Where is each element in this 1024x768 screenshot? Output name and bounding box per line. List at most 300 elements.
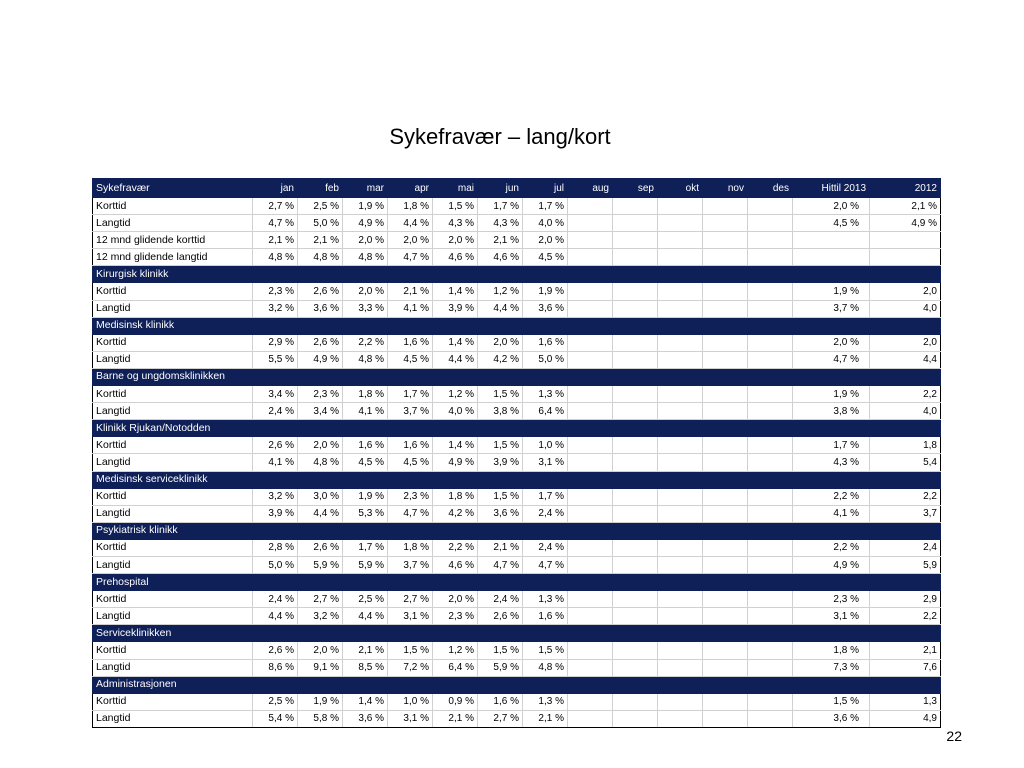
cell-des	[748, 505, 793, 522]
cell-year: 4,4	[870, 351, 941, 368]
cell-hittil	[793, 232, 870, 249]
row-label: Langtid	[93, 608, 253, 625]
cell-sep	[613, 539, 658, 556]
cell-year: 2,4	[870, 539, 941, 556]
cell-jan: 2,8 %	[253, 539, 298, 556]
cell-hittil: 3,6 %	[793, 710, 870, 727]
cell-okt	[658, 539, 703, 556]
cell-des	[748, 403, 793, 420]
cell-feb: 2,3 %	[298, 386, 343, 403]
row-label: Korttid	[93, 488, 253, 505]
cell-des	[748, 693, 793, 710]
cell-jan: 4,1 %	[253, 454, 298, 471]
cell-mar: 5,3 %	[343, 505, 388, 522]
cell-nov	[703, 693, 748, 710]
cell-jul: 1,6 %	[523, 334, 568, 351]
cell-apr: 2,7 %	[388, 591, 433, 608]
cell-year: 2,1	[870, 642, 941, 659]
cell-mar: 2,2 %	[343, 334, 388, 351]
cell-feb: 3,2 %	[298, 608, 343, 625]
cell-sep	[613, 591, 658, 608]
cell-aug	[568, 591, 613, 608]
header-month-jun: jun	[478, 179, 523, 198]
row-label: Korttid	[93, 591, 253, 608]
cell-year: 4,0	[870, 403, 941, 420]
cell-des	[748, 198, 793, 215]
cell-apr: 3,7 %	[388, 403, 433, 420]
section-name: Medisinsk klinikk	[93, 317, 941, 334]
cell-okt	[658, 283, 703, 300]
cell-year: 2,0	[870, 334, 941, 351]
cell-des	[748, 454, 793, 471]
cell-sep	[613, 386, 658, 403]
cell-year: 2,2	[870, 608, 941, 625]
table-body	[93, 179, 941, 728]
cell-feb: 3,0 %	[298, 488, 343, 505]
cell-jan: 2,3 %	[253, 283, 298, 300]
cell-nov	[703, 556, 748, 573]
table-row	[93, 300, 941, 317]
section-header-row	[93, 420, 941, 437]
cell-nov	[703, 386, 748, 403]
cell-hittil: 1,7 %	[793, 437, 870, 454]
table-row	[93, 693, 941, 710]
section-name: Medisinsk serviceklinikk	[93, 471, 941, 488]
cell-aug	[568, 215, 613, 232]
cell-jun: 4,6 %	[478, 249, 523, 266]
cell-apr: 3,1 %	[388, 608, 433, 625]
cell-aug	[568, 505, 613, 522]
cell-des	[748, 351, 793, 368]
section-header-row	[93, 574, 941, 591]
cell-sep	[613, 215, 658, 232]
cell-jul: 4,7 %	[523, 556, 568, 573]
cell-mar: 1,9 %	[343, 488, 388, 505]
cell-aug	[568, 386, 613, 403]
cell-sep	[613, 283, 658, 300]
cell-sep	[613, 642, 658, 659]
header-month-okt: okt	[658, 179, 703, 198]
cell-nov	[703, 608, 748, 625]
row-label: Langtid	[93, 710, 253, 727]
cell-sep	[613, 710, 658, 727]
cell-apr: 1,6 %	[388, 334, 433, 351]
cell-mai: 4,2 %	[433, 505, 478, 522]
cell-feb: 5,9 %	[298, 556, 343, 573]
cell-hittil: 1,9 %	[793, 386, 870, 403]
header-month-des: des	[748, 179, 793, 198]
section-name: Administrasjonen	[93, 676, 941, 693]
cell-jan: 2,1 %	[253, 232, 298, 249]
table-row	[93, 556, 941, 573]
cell-jun: 1,5 %	[478, 386, 523, 403]
cell-aug	[568, 437, 613, 454]
table-row	[93, 454, 941, 471]
cell-mai: 1,4 %	[433, 334, 478, 351]
section-header-row	[93, 676, 941, 693]
row-label: Langtid	[93, 505, 253, 522]
cell-sep	[613, 608, 658, 625]
cell-jun: 1,6 %	[478, 693, 523, 710]
cell-nov	[703, 198, 748, 215]
cell-sep	[613, 454, 658, 471]
cell-jan: 3,2 %	[253, 488, 298, 505]
cell-okt	[658, 300, 703, 317]
cell-mar: 1,4 %	[343, 693, 388, 710]
cell-okt	[658, 454, 703, 471]
cell-jul: 1,3 %	[523, 591, 568, 608]
cell-apr: 1,8 %	[388, 539, 433, 556]
cell-des	[748, 539, 793, 556]
cell-jul: 5,0 %	[523, 351, 568, 368]
cell-des	[748, 642, 793, 659]
cell-okt	[658, 659, 703, 676]
cell-mai: 1,4 %	[433, 283, 478, 300]
cell-apr: 3,7 %	[388, 556, 433, 573]
cell-hittil: 4,3 %	[793, 454, 870, 471]
table-row	[93, 334, 941, 351]
cell-year: 2,0	[870, 283, 941, 300]
row-label: Korttid	[93, 437, 253, 454]
cell-hittil: 4,7 %	[793, 351, 870, 368]
cell-aug	[568, 642, 613, 659]
cell-nov	[703, 505, 748, 522]
cell-sep	[613, 198, 658, 215]
cell-year: 3,7	[870, 505, 941, 522]
cell-jun: 3,8 %	[478, 403, 523, 420]
cell-feb: 2,5 %	[298, 198, 343, 215]
cell-hittil: 4,1 %	[793, 505, 870, 522]
cell-apr: 1,8 %	[388, 198, 433, 215]
cell-mar: 2,5 %	[343, 591, 388, 608]
cell-mar: 3,3 %	[343, 300, 388, 317]
cell-mar: 4,8 %	[343, 351, 388, 368]
header-month-jan: jan	[253, 179, 298, 198]
cell-nov	[703, 437, 748, 454]
cell-jan: 4,7 %	[253, 215, 298, 232]
cell-mai: 1,2 %	[433, 386, 478, 403]
cell-sep	[613, 556, 658, 573]
table-row	[93, 249, 941, 266]
cell-apr: 7,2 %	[388, 659, 433, 676]
cell-sep	[613, 659, 658, 676]
cell-aug	[568, 300, 613, 317]
table-row	[93, 437, 941, 454]
cell-des	[748, 556, 793, 573]
cell-jun: 2,4 %	[478, 591, 523, 608]
cell-year: 7,6	[870, 659, 941, 676]
cell-apr: 3,1 %	[388, 710, 433, 727]
cell-feb: 2,0 %	[298, 642, 343, 659]
cell-sep	[613, 232, 658, 249]
cell-aug	[568, 710, 613, 727]
cell-hittil: 1,5 %	[793, 693, 870, 710]
cell-apr: 1,5 %	[388, 642, 433, 659]
cell-jul: 4,0 %	[523, 215, 568, 232]
cell-nov	[703, 403, 748, 420]
cell-apr: 4,1 %	[388, 300, 433, 317]
cell-jan: 2,6 %	[253, 642, 298, 659]
cell-mar: 2,0 %	[343, 283, 388, 300]
cell-aug	[568, 659, 613, 676]
header-month-mar: mar	[343, 179, 388, 198]
cell-jul: 3,1 %	[523, 454, 568, 471]
table-header-row	[93, 179, 941, 198]
cell-mai: 6,4 %	[433, 659, 478, 676]
cell-okt	[658, 232, 703, 249]
cell-des	[748, 608, 793, 625]
cell-jun: 4,3 %	[478, 215, 523, 232]
cell-jun: 4,7 %	[478, 556, 523, 573]
cell-year: 5,9	[870, 556, 941, 573]
cell-aug	[568, 556, 613, 573]
cell-hittil: 2,2 %	[793, 488, 870, 505]
cell-year: 2,1 %	[870, 198, 941, 215]
table-row	[93, 351, 941, 368]
cell-jun: 1,5 %	[478, 488, 523, 505]
cell-jul: 2,4 %	[523, 505, 568, 522]
cell-year: 4,0	[870, 300, 941, 317]
cell-mar: 1,7 %	[343, 539, 388, 556]
cell-year	[870, 249, 941, 266]
cell-des	[748, 386, 793, 403]
cell-okt	[658, 198, 703, 215]
cell-des	[748, 437, 793, 454]
cell-feb: 4,8 %	[298, 454, 343, 471]
cell-feb: 5,0 %	[298, 215, 343, 232]
cell-mai: 2,0 %	[433, 232, 478, 249]
cell-mai: 3,9 %	[433, 300, 478, 317]
row-label: 12 mnd glidende korttid	[93, 232, 253, 249]
cell-mai: 4,4 %	[433, 351, 478, 368]
cell-jul: 2,0 %	[523, 232, 568, 249]
cell-mai: 4,3 %	[433, 215, 478, 232]
section-header-row	[93, 368, 941, 385]
cell-mar: 1,6 %	[343, 437, 388, 454]
row-label: Korttid	[93, 386, 253, 403]
cell-feb: 4,9 %	[298, 351, 343, 368]
table-row	[93, 403, 941, 420]
cell-jun: 1,5 %	[478, 437, 523, 454]
cell-sep	[613, 693, 658, 710]
cell-apr: 2,1 %	[388, 283, 433, 300]
cell-mar: 4,8 %	[343, 249, 388, 266]
table-row	[93, 488, 941, 505]
slide-title: Sykefravær – lang/kort	[389, 124, 611, 149]
cell-mar: 4,4 %	[343, 608, 388, 625]
cell-hittil: 4,5 %	[793, 215, 870, 232]
cell-nov	[703, 334, 748, 351]
cell-nov	[703, 215, 748, 232]
cell-sep	[613, 334, 658, 351]
cell-apr: 1,7 %	[388, 386, 433, 403]
section-header-row	[93, 317, 941, 334]
header-label: Sykefravær	[93, 179, 253, 198]
cell-apr: 4,5 %	[388, 351, 433, 368]
cell-aug	[568, 198, 613, 215]
cell-aug	[568, 454, 613, 471]
cell-jul: 1,0 %	[523, 437, 568, 454]
cell-hittil: 1,9 %	[793, 283, 870, 300]
cell-hittil: 3,7 %	[793, 300, 870, 317]
cell-jun: 2,1 %	[478, 539, 523, 556]
cell-jul: 1,7 %	[523, 198, 568, 215]
cell-feb: 3,4 %	[298, 403, 343, 420]
cell-des	[748, 334, 793, 351]
cell-apr: 4,4 %	[388, 215, 433, 232]
cell-jun: 2,1 %	[478, 232, 523, 249]
cell-mar: 8,5 %	[343, 659, 388, 676]
cell-year: 1,8	[870, 437, 941, 454]
cell-apr: 4,7 %	[388, 505, 433, 522]
cell-sep	[613, 403, 658, 420]
header-hittil: Hittil 2013	[793, 179, 870, 198]
cell-mai: 1,8 %	[433, 488, 478, 505]
cell-nov	[703, 710, 748, 727]
section-name: Klinikk Rjukan/Notodden	[93, 420, 941, 437]
cell-mai: 2,3 %	[433, 608, 478, 625]
cell-jul: 3,6 %	[523, 300, 568, 317]
cell-hittil	[793, 249, 870, 266]
row-label: Langtid	[93, 300, 253, 317]
cell-okt	[658, 642, 703, 659]
cell-aug	[568, 334, 613, 351]
cell-jun: 5,9 %	[478, 659, 523, 676]
cell-aug	[568, 351, 613, 368]
cell-des	[748, 283, 793, 300]
cell-aug	[568, 232, 613, 249]
row-label: Korttid	[93, 198, 253, 215]
cell-hittil: 3,1 %	[793, 608, 870, 625]
cell-feb: 2,0 %	[298, 437, 343, 454]
row-label: Langtid	[93, 659, 253, 676]
cell-des	[748, 215, 793, 232]
cell-jan: 5,0 %	[253, 556, 298, 573]
cell-mai: 2,2 %	[433, 539, 478, 556]
cell-jun: 1,7 %	[478, 198, 523, 215]
cell-des	[748, 659, 793, 676]
cell-mar: 1,9 %	[343, 198, 388, 215]
cell-okt	[658, 710, 703, 727]
header-month-jul: jul	[523, 179, 568, 198]
cell-year: 2,2	[870, 386, 941, 403]
cell-jan: 2,4 %	[253, 403, 298, 420]
cell-okt	[658, 386, 703, 403]
cell-okt	[658, 608, 703, 625]
cell-jul: 1,5 %	[523, 642, 568, 659]
table-row	[93, 283, 941, 300]
section-header-row	[93, 471, 941, 488]
cell-okt	[658, 334, 703, 351]
cell-mai: 2,0 %	[433, 591, 478, 608]
cell-hittil: 4,9 %	[793, 556, 870, 573]
cell-mar: 4,1 %	[343, 403, 388, 420]
cell-year: 2,2	[870, 488, 941, 505]
cell-mar: 3,6 %	[343, 710, 388, 727]
cell-nov	[703, 642, 748, 659]
cell-aug	[568, 249, 613, 266]
cell-jan: 2,9 %	[253, 334, 298, 351]
table-row	[93, 198, 941, 215]
row-label: Langtid	[93, 351, 253, 368]
header-month-aug: aug	[568, 179, 613, 198]
cell-mai: 4,6 %	[433, 556, 478, 573]
cell-year	[870, 232, 941, 249]
section-name: Barne og ungdomsklinikken	[93, 368, 941, 385]
header-month-sep: sep	[613, 179, 658, 198]
row-label: Korttid	[93, 334, 253, 351]
cell-hittil: 3,8 %	[793, 403, 870, 420]
sick-leave-table	[92, 178, 941, 728]
table-row	[93, 659, 941, 676]
row-label: Korttid	[93, 283, 253, 300]
cell-mar: 1,8 %	[343, 386, 388, 403]
cell-sep	[613, 351, 658, 368]
cell-jun: 2,6 %	[478, 608, 523, 625]
table-row	[93, 591, 941, 608]
section-name: Psykiatrisk klinikk	[93, 522, 941, 539]
cell-jan: 8,6 %	[253, 659, 298, 676]
row-label: Korttid	[93, 642, 253, 659]
cell-sep	[613, 437, 658, 454]
cell-hittil: 1,8 %	[793, 642, 870, 659]
header-month-mai: mai	[433, 179, 478, 198]
cell-okt	[658, 403, 703, 420]
section-name: Serviceklinikken	[93, 625, 941, 642]
cell-jul: 6,4 %	[523, 403, 568, 420]
cell-mar: 2,0 %	[343, 232, 388, 249]
cell-feb: 2,6 %	[298, 283, 343, 300]
cell-apr: 1,6 %	[388, 437, 433, 454]
cell-okt	[658, 249, 703, 266]
cell-des	[748, 591, 793, 608]
cell-feb: 9,1 %	[298, 659, 343, 676]
section-name: Prehospital	[93, 574, 941, 591]
header-month-feb: feb	[298, 179, 343, 198]
cell-des	[748, 232, 793, 249]
cell-sep	[613, 488, 658, 505]
cell-feb: 4,8 %	[298, 249, 343, 266]
section-header-row	[93, 625, 941, 642]
cell-hittil: 7,3 %	[793, 659, 870, 676]
cell-des	[748, 300, 793, 317]
cell-feb: 2,6 %	[298, 334, 343, 351]
cell-jul: 1,3 %	[523, 693, 568, 710]
cell-jun: 1,2 %	[478, 283, 523, 300]
cell-feb: 4,4 %	[298, 505, 343, 522]
cell-jul: 4,5 %	[523, 249, 568, 266]
cell-jan: 3,4 %	[253, 386, 298, 403]
cell-jan: 4,4 %	[253, 608, 298, 625]
cell-des	[748, 249, 793, 266]
cell-jan: 5,5 %	[253, 351, 298, 368]
cell-jan: 5,4 %	[253, 710, 298, 727]
cell-mai: 0,9 %	[433, 693, 478, 710]
cell-okt	[658, 556, 703, 573]
cell-okt	[658, 693, 703, 710]
cell-jun: 3,6 %	[478, 505, 523, 522]
row-label: Langtid	[93, 454, 253, 471]
cell-jan: 2,4 %	[253, 591, 298, 608]
cell-mai: 1,4 %	[433, 437, 478, 454]
cell-jul: 1,3 %	[523, 386, 568, 403]
cell-sep	[613, 505, 658, 522]
cell-feb: 2,7 %	[298, 591, 343, 608]
table-row	[93, 539, 941, 556]
cell-year: 1,3	[870, 693, 941, 710]
cell-feb: 2,6 %	[298, 539, 343, 556]
cell-nov	[703, 249, 748, 266]
